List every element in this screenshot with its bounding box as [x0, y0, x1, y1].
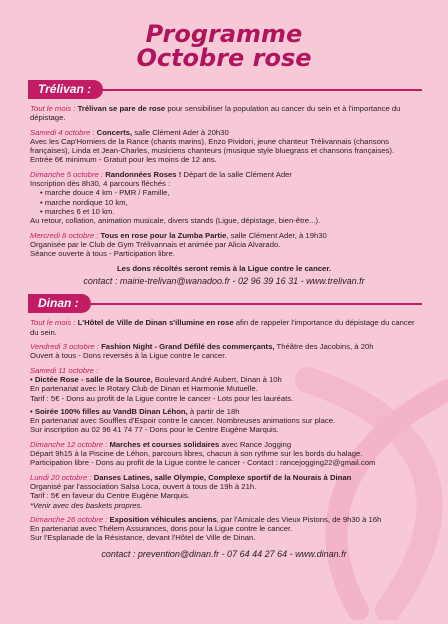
sub-event-header: [30, 375, 418, 384]
route-list: [30, 188, 418, 216]
event-item: [30, 440, 418, 468]
title-line-1: Programme: [145, 20, 303, 48]
sub-event-title: Soirée 100% filles au VandB Dinan Léhon,: [34, 406, 188, 416]
event-line: Participation libre - Dons au profit de la Ligue contre le cancer - Contact : rancejogging22@gmail.com: [30, 458, 376, 468]
event-item: [30, 231, 418, 259]
event-date: Dimanche 12 octobre :: [30, 439, 110, 449]
dinan-section-header: [28, 294, 418, 313]
sub-event: [30, 407, 418, 435]
bullet-mark: •: [30, 406, 35, 416]
trelivan-events: [30, 104, 418, 258]
sub-event-details: à partir de 18h: [187, 406, 240, 416]
event-line: Tarif : 5€ - Dons au profit de la Ligue contre le cancer - Lots pour les lauréats.: [30, 393, 294, 403]
event-date: Tout le mois :: [30, 318, 78, 328]
event-line: Inscription dès 8h30, 4 parcours fléchés :: [30, 179, 171, 189]
sub-event-title: Dictée Rose - salle de la Source,: [34, 374, 153, 384]
event-details: Départ de la salle Clément Ader: [181, 169, 292, 179]
event-item: [30, 318, 418, 337]
sub-event: [30, 375, 418, 403]
event-item: [30, 128, 418, 165]
event-header: [30, 231, 418, 240]
event-details: Théâtre des Jacobins, à 20h: [274, 342, 374, 352]
event-item: [30, 170, 418, 226]
trelivan-section-header: [28, 80, 418, 99]
event-item: [30, 104, 418, 123]
event-date: Tout le mois :: [30, 104, 78, 113]
dinan-badge: Dinan :: [28, 294, 91, 313]
event-header: [30, 128, 418, 137]
event-details: afin de rappeler l'importance du dépistage du cancer du sein.: [30, 318, 415, 337]
event-details: avec Rance Jogging: [219, 439, 292, 449]
event-date: Samedi 11 octobre :: [30, 365, 99, 375]
route-item: • marche nordique 10 km,: [40, 198, 418, 207]
event-header: [30, 104, 418, 123]
event-date: Dimanche 26 octobre :: [30, 514, 110, 524]
event-title: L'Hôtel de Ville de Dinan s'illumine en rose: [77, 318, 234, 328]
event-details: salle Clément Ader à 20h30: [132, 127, 229, 137]
event-header: [30, 318, 418, 337]
event-item: [30, 473, 418, 510]
event-date: Samedi 4 octobre :: [30, 127, 97, 137]
event-item: [30, 366, 418, 435]
event-header: [30, 515, 418, 524]
dinan-contact: contact : prevention@dinan.fr - 07 64 44 27 64 - www.dinan.fr: [101, 548, 347, 559]
event-title: Fashion Night - Grand Défilé des commerçants,: [101, 342, 275, 352]
event-item: [30, 515, 418, 543]
dinan-events: [30, 318, 418, 542]
event-line: Avec les Cap'Horniers de la Rance (chants marins), Enzo Pividori, jeune chanteur Trélivannais (chansons françaises), Linda et Jean-Charles, musiciens chanteurs (musique style bluegrass et chansons françaises). Entrée 6€ minimum - Gratuit pour les moins de 12 ans.: [30, 136, 395, 165]
event-date: Vendredi 3 octobre :: [30, 342, 102, 352]
event-item: [30, 342, 418, 361]
event-line: En partenariat avec Thélem Assurances, dons pour la Ligue contre le cancer.: [30, 524, 293, 534]
event-line: Ouvert à tous - Dons reversés à la Ligue contre le cancer.: [30, 351, 227, 361]
trelivan-contact: contact : mairie-trelivan@wanadoo.fr - 02 96 39 16 31 - www.trelivan.fr: [83, 276, 365, 287]
event-line: Sur inscription au 02 96 41 74 77 - Dons pour le Centre Eugène Marquis.: [30, 425, 279, 435]
event-details: , salle Clément Ader, à 19h30: [226, 230, 327, 240]
event-line: Organisée par le Club de Gym Trélivannais et animée par Alicia Alvarado.: [30, 239, 281, 249]
event-date: Mercredi 8 octobre :: [30, 230, 101, 240]
event-header: [30, 342, 418, 351]
event-line: Tarif : 5€ en faveur du Centre Eugène Marquis.: [30, 491, 190, 501]
event-title: Tous en rose pour la Zumba Partie: [100, 230, 227, 240]
event-line: Séance ouverte à tous - Participation libre.: [30, 249, 175, 259]
event-line: Départ 9h15 à la Piscine de Léhon, parcours libres, chacun à son rythme sur les bords du halage.: [30, 449, 363, 459]
event-title: Exposition véhicules anciens: [109, 514, 217, 524]
event-date: Lundi 20 octobre :: [30, 472, 94, 482]
title-line-2: Octobre rose: [136, 44, 312, 72]
event-header: [30, 170, 418, 179]
event-title: Randonnées Roses !: [105, 169, 182, 179]
event-header: [30, 473, 418, 482]
event-date: Dimanche 5 octobre :: [30, 169, 106, 179]
event-title: Trélivan se pare de rose: [77, 104, 166, 113]
event-line: En partenariat avec le Rotary Club de Dinan et Harmonie Mutuelle.: [30, 384, 258, 394]
trelivan-badge: Trélivan :: [28, 80, 103, 99]
page-title: [30, 0, 418, 70]
event-details: , par l'Amicale des Vieux Pistons, de 9h30 à 16h: [216, 514, 382, 524]
sub-event-details: Boulevard André Aubert, Dinan à 10h: [152, 374, 282, 384]
donation-note: Les dons récoltés seront remis à la Ligue contre le cancer.: [116, 264, 332, 274]
event-line: Organisé par l'association Salsa Loca, ouvert à tous de 19h à 21h.: [30, 481, 257, 491]
event-title: Concerts,: [96, 127, 133, 137]
section-divider: [103, 89, 422, 91]
event-line: Sur l'Esplanade de la Résistance, devant l'Hôtel de Ville de Dinan.: [30, 533, 256, 543]
section-divider: [91, 303, 422, 305]
event-note: *Venir avec des baskets propres.: [30, 500, 143, 510]
bullet-mark: •: [30, 374, 35, 384]
event-title: Danses Latines, salle Olympie, Complexe sportif de la Nourais à Dinan: [93, 472, 352, 482]
route-item: • marches 6 et 10 km.: [40, 207, 418, 216]
sub-event-header: [30, 407, 418, 416]
event-title: Marches et courses solidaires: [109, 439, 220, 449]
event-details: pour sensibiliser la population au cancer du sein et à l'importance du dépistage.: [30, 104, 401, 123]
event-header: [30, 440, 418, 449]
route-item: • marche douce 4 km - PMR / Famille,: [40, 188, 418, 197]
event-header: [30, 366, 418, 375]
event-line: Au retour, collation, animation musicale, divers stands (Ligue, dépistage, bien-être...).: [30, 216, 321, 226]
event-line: En partenariat avec Souffles d'Espoir contre le cancer. Nombreuses animations sur place.: [30, 416, 336, 426]
